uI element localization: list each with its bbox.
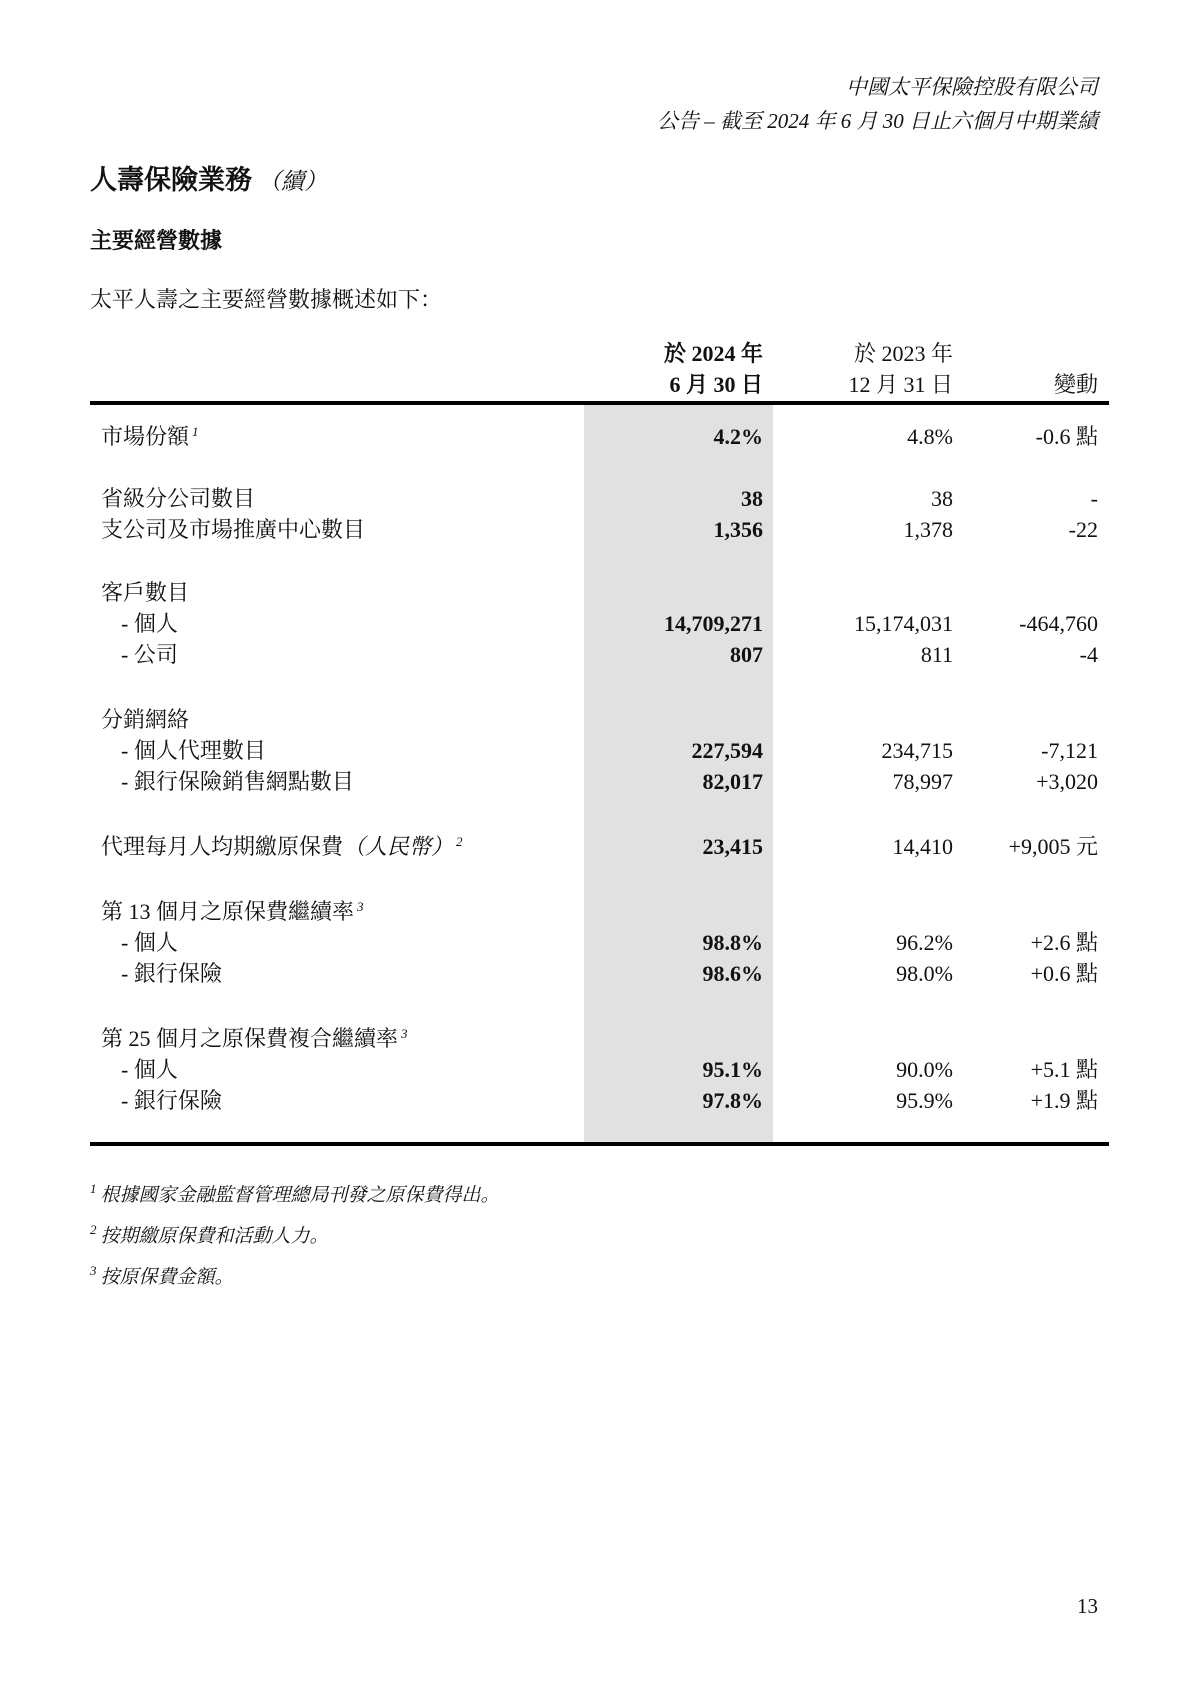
col-header-2024-line2: 6 月 30 日 — [669, 372, 763, 397]
row-label-text: 第 25 個月之原保費複合繼續率 — [101, 1026, 399, 1051]
table-row-persistency-13-individual — [0, 927, 1190, 958]
row-label — [101, 896, 364, 927]
page-header — [657, 70, 1098, 138]
table-row-customers — [0, 577, 1190, 608]
row-label: 支公司及市場推廣中心數目 — [101, 517, 366, 542]
value-2023: 15,174,031 — [854, 611, 953, 636]
section-title-continued: （續） — [258, 169, 327, 194]
footnote-ref: 2 — [456, 834, 463, 849]
footnote-ref: 1 — [192, 424, 199, 439]
row-label: - 銀行保險 — [121, 961, 222, 986]
table-row-persistency-25-individual — [0, 1054, 1190, 1085]
table-row-provincial-branches — [0, 483, 1190, 514]
footnote-2 — [90, 1221, 329, 1248]
row-label-currency: （人民幣） — [343, 834, 454, 859]
value-2023: 78,997 — [892, 769, 953, 794]
value-2023: 14,410 — [892, 834, 953, 859]
row-label-text: 代理每月人均期繳原保費 — [101, 834, 344, 859]
row-label: - 個人 — [121, 1057, 178, 1082]
row-label-text: 市場份額 — [101, 424, 190, 449]
page-number: 13 — [1077, 1594, 1098, 1618]
value-change: - — [1090, 486, 1098, 511]
table-row-agents — [0, 735, 1190, 766]
table-row-persistency-25-bank — [0, 1085, 1190, 1116]
value-2024: 4.2% — [713, 424, 763, 449]
value-2023: 811 — [920, 642, 953, 667]
value-2024: 82,017 — [702, 769, 763, 794]
row-label: - 銀行保險銷售網點數目 — [121, 769, 354, 794]
table-row-customers-corporate — [0, 639, 1190, 670]
footnote-1 — [90, 1180, 500, 1207]
row-label: - 個人 — [121, 930, 178, 955]
value-2024: 14,709,271 — [664, 611, 763, 636]
row-label: - 個人 — [121, 611, 178, 636]
row-label — [101, 831, 463, 862]
value-change: +9,005 元 — [1008, 834, 1098, 859]
value-2024: 95.1% — [702, 1057, 763, 1082]
table-row-distribution — [0, 704, 1190, 735]
value-2023: 96.2% — [896, 930, 953, 955]
row-label: - 銀行保險 — [121, 1088, 222, 1113]
value-2023: 90.0% — [896, 1057, 953, 1082]
footnote-ref: 3 — [401, 1026, 408, 1041]
row-label — [101, 1023, 408, 1054]
col-header-2024-line1: 於 2024 年 — [663, 341, 763, 366]
value-2023: 38 — [931, 486, 953, 511]
value-2024: 98.8% — [702, 930, 763, 955]
value-2024: 23,415 — [702, 834, 763, 859]
value-change: +1.9 點 — [1030, 1088, 1098, 1113]
value-2024: 227,594 — [691, 738, 763, 763]
value-change: -464,760 — [1019, 611, 1098, 636]
value-2023: 98.0% — [896, 961, 953, 986]
value-change: +3,020 — [1036, 769, 1098, 794]
table-row-customers-individual — [0, 608, 1190, 639]
row-label: 省級分公司數目 — [101, 486, 256, 511]
intro-text: 太平人壽之主要經營數據概述如下： — [90, 287, 443, 312]
col-header-2023-line2: 12 月 31 日 — [848, 372, 953, 397]
col-header-2023 — [848, 338, 953, 400]
table-rule-bottom — [90, 1142, 1109, 1146]
value-change: -4 — [1079, 642, 1098, 667]
value-2024: 98.6% — [702, 961, 763, 986]
value-change: -0.6 點 — [1035, 424, 1098, 449]
table-row-bank-outlets — [0, 766, 1190, 797]
table-row-persistency-25 — [0, 1023, 1190, 1054]
footnote-number: 2 — [90, 1222, 97, 1237]
table-row-persistency-13 — [0, 896, 1190, 927]
row-label: - 公司 — [121, 642, 178, 667]
col-header-2023-line1: 於 2023 年 — [853, 341, 953, 366]
row-label — [101, 421, 199, 452]
section-title-text: 人壽保險業務 — [90, 165, 252, 196]
row-label: - 個人代理數目 — [121, 738, 266, 763]
row-label-text: 第 13 個月之原保費繼續率 — [101, 899, 355, 924]
announcement-title: 公告 – 截至 2024 年 6 月 30 日止六個月中期業績 — [657, 109, 1098, 133]
value-2023: 1,378 — [903, 517, 953, 542]
col-header-change: 變動 — [1053, 372, 1098, 397]
value-2024: 1,356 — [713, 517, 763, 542]
value-2024: 97.8% — [702, 1088, 763, 1113]
footnote-number: 1 — [90, 1181, 97, 1196]
value-change: -7,121 — [1041, 738, 1098, 763]
table-row-persistency-13-bank — [0, 958, 1190, 989]
table-row-market-share — [0, 421, 1190, 452]
footnote-ref: 3 — [357, 899, 364, 914]
footnote-text: 根據國家金融監督管理總局刊發之原保費得出。 — [100, 1185, 500, 1206]
value-2024: 38 — [741, 486, 763, 511]
row-label: 客戶數目 — [101, 580, 190, 605]
table-row-sub-branches — [0, 514, 1190, 545]
row-label: 分銷網絡 — [101, 707, 190, 732]
value-2023: 234,715 — [881, 738, 953, 763]
sub-title: 主要經營數據 — [90, 229, 223, 254]
value-change: +0.6 點 — [1030, 961, 1098, 986]
section-title — [90, 158, 327, 197]
value-2024: 807 — [730, 642, 763, 667]
value-2023: 4.8% — [907, 424, 953, 449]
table-row-agent-premium — [0, 831, 1190, 862]
value-change: +2.6 點 — [1030, 930, 1098, 955]
footnote-3 — [90, 1262, 234, 1289]
col-header-2024 — [664, 338, 763, 400]
footnote-text: 按期繳原保費和活動人力。 — [100, 1226, 329, 1247]
value-change: -22 — [1068, 517, 1098, 542]
value-2023: 95.9% — [896, 1088, 953, 1113]
value-change: +5.1 點 — [1030, 1057, 1098, 1082]
footnote-number: 3 — [90, 1263, 97, 1278]
footnote-text: 按原保費金額。 — [100, 1267, 234, 1288]
table-rule-top — [90, 401, 1109, 405]
company-name: 中國太平保險控股有限公司 — [846, 75, 1098, 99]
